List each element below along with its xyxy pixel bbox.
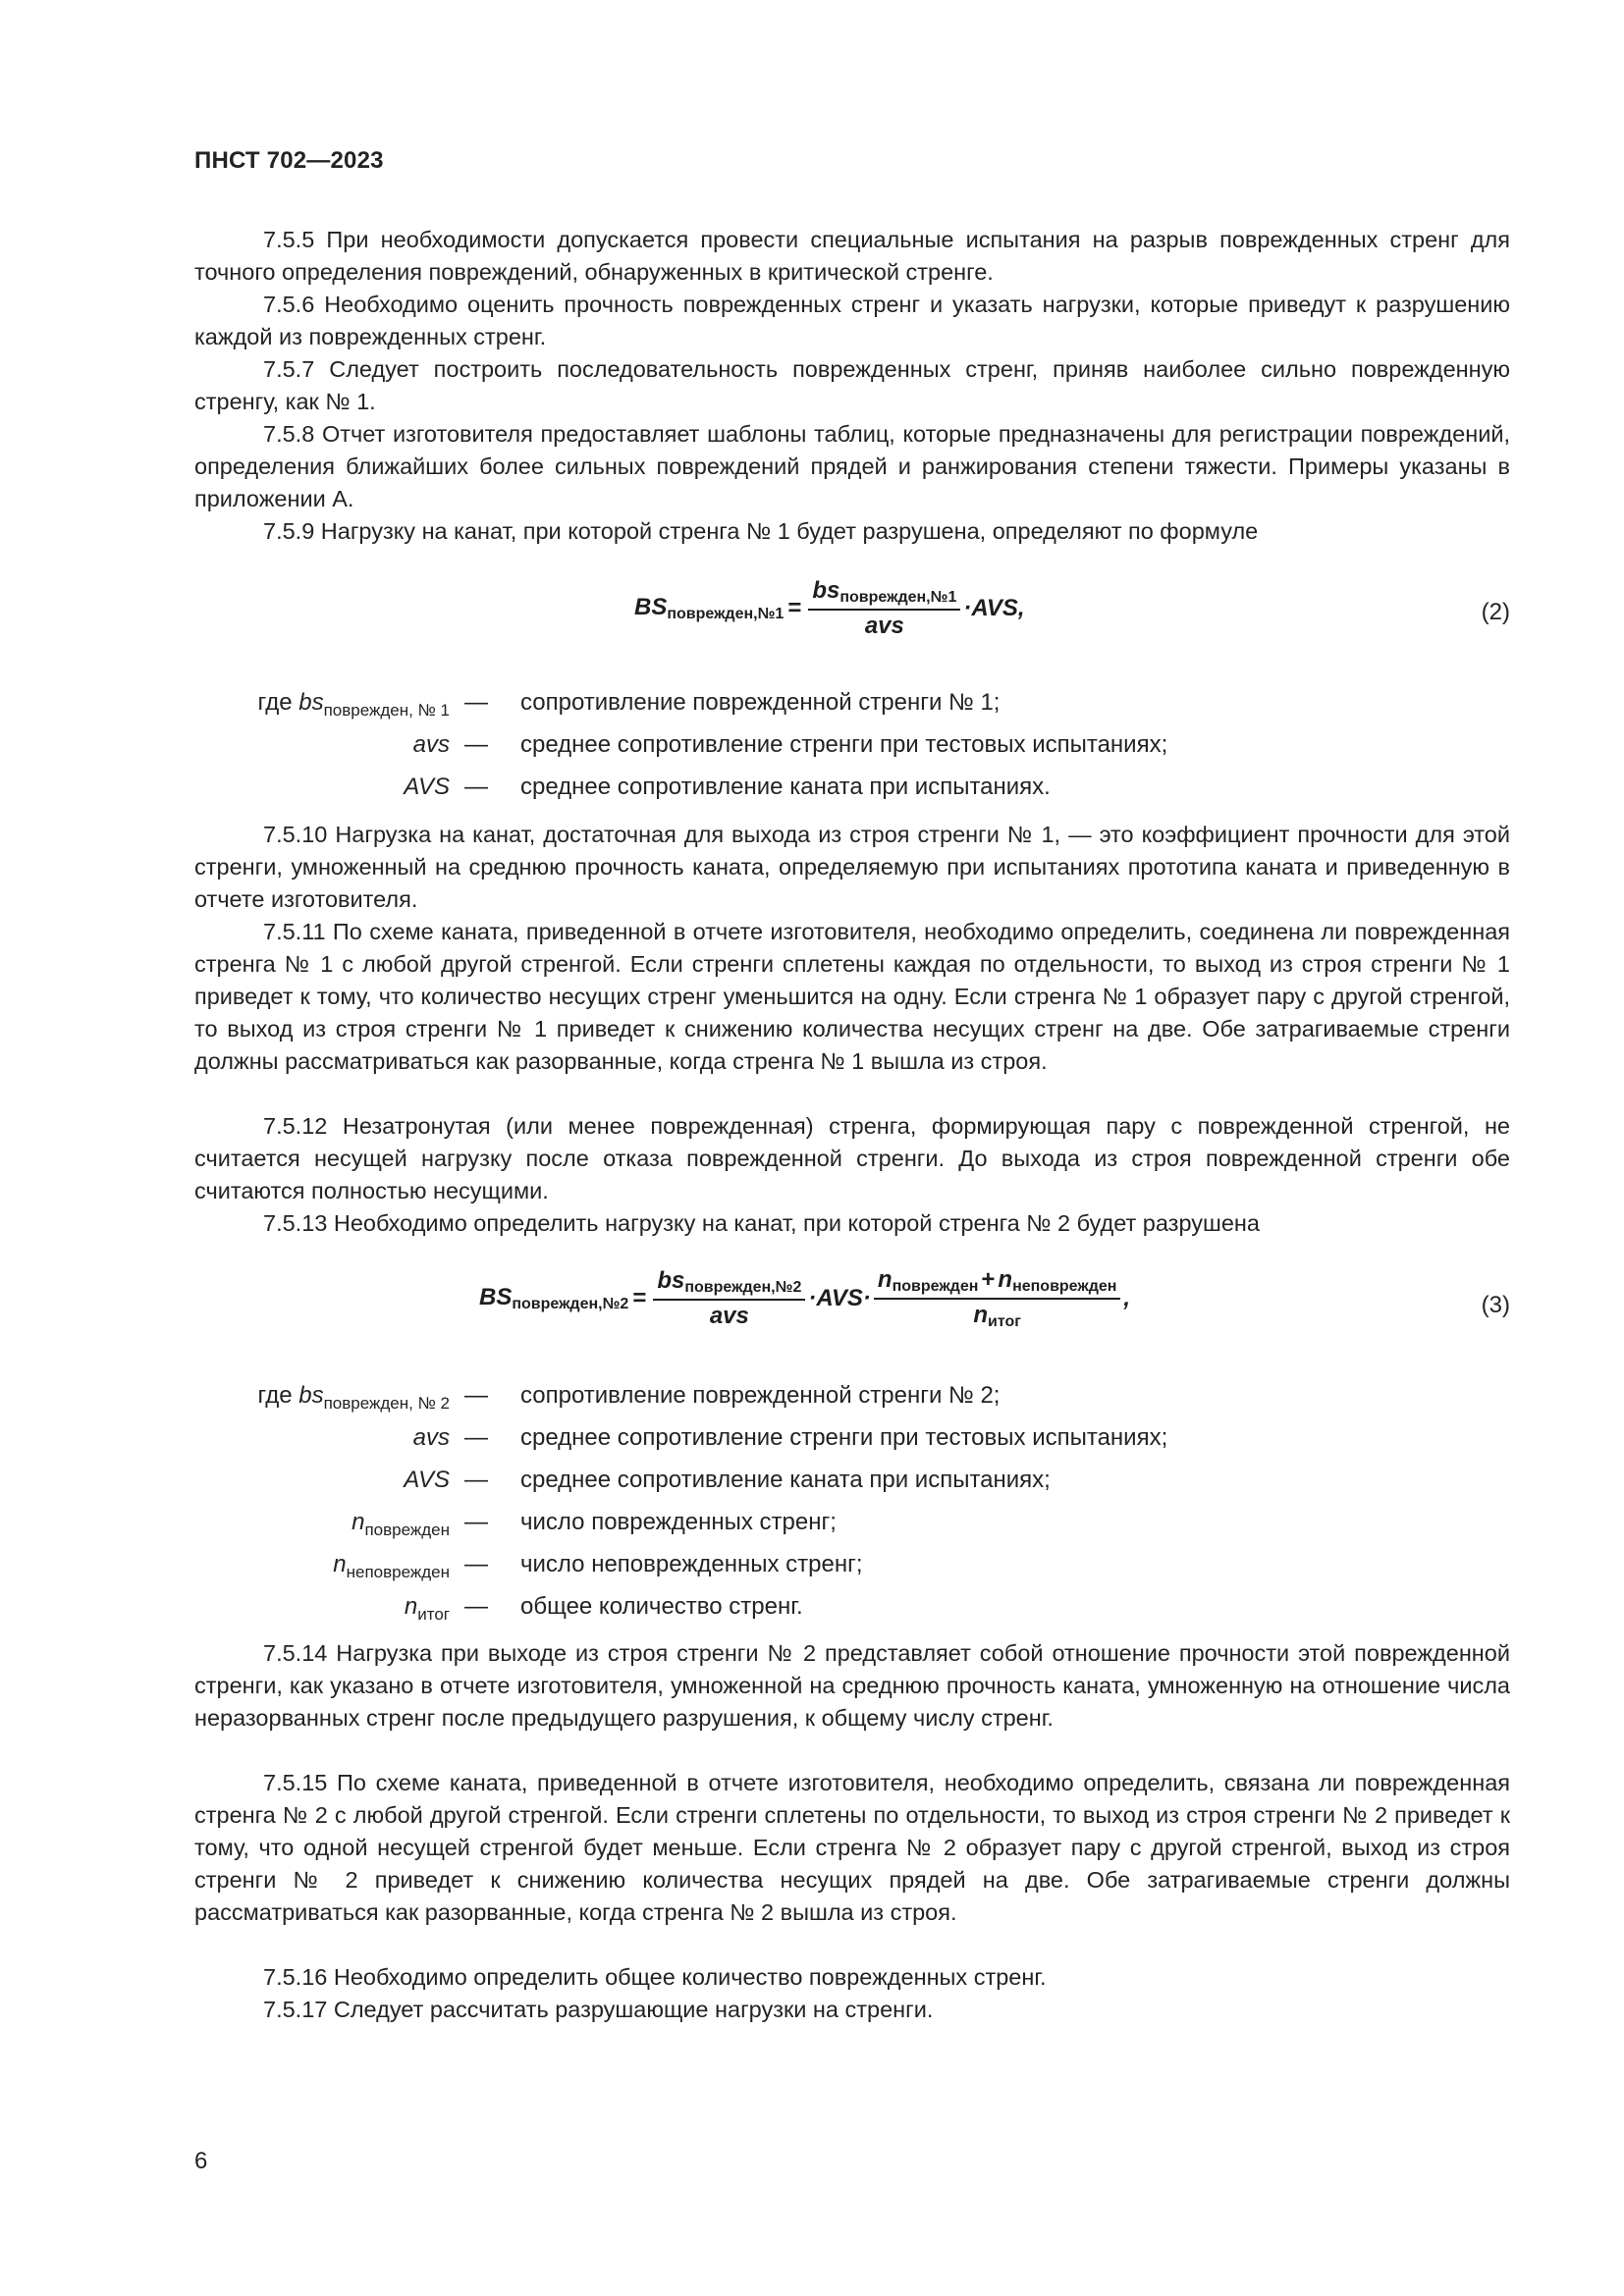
formula-2-tail: ·AVS, bbox=[963, 595, 1025, 621]
where-2-row-2: avs — среднее сопротивление стренги при тестовых испытаниях; bbox=[412, 1424, 1168, 1451]
paragraph-7-5-16: 7.5.16 Необходимо определить общее количество поврежденных стренг. bbox=[263, 1964, 1047, 1990]
paragraph-7-5-7: 7.5.7 Следует построить последовательность поврежденных стренг, приняв наиболее сильно поврежденную стренгу, как № 1. bbox=[194, 356, 1510, 414]
paragraph-7-5-15: 7.5.15 По схеме каната, приведенной в отчете изготовителя, необходимо определить, связана ли поврежденная стренга № 2 с любой другой стренгой. Если стренги сплетены по отдельности, то выход из строя стренги № 2 приведет к тому, что одной несущей стренгой будет меньше. Если стренга № 2 образует пару с другой стренгой, выход из строя стренги № 2 приведет к снижению количества несущих прядей на две. Обе затрагиваемые стренги должны рассматриваться как разорванные, когда стренга № 2 вышла из строя. bbox=[194, 1770, 1510, 1925]
where-1-row-2: avs — среднее сопротивление стренги при тестовых испытаниях; bbox=[412, 731, 1168, 758]
where-2-row-5: $n_{неповрежден}$ — число неповрежденных стренг; bbox=[333, 1551, 863, 1581]
paragraph-7-5-10: 7.5.10 Нагрузка на канат, достаточная для выхода из строя стренги № 1, — это коэффициент прочности для этой стренги, умноженный на среднюю прочность каната, определяемую при испытаниях прототипа каната и приведенную в отчете изготовителя. bbox=[194, 822, 1510, 912]
formula-3: $BS_{поврежден,№2}$ = $\frac{bs_{поврежден,№2}}{\text{avs}}$ ·AVS· $\frac{n_{поврежден} + n_{неповрежден}}{n_{итог}}$ , bbox=[479, 1266, 1131, 1330]
formula-3-number: (3) bbox=[1481, 1292, 1510, 1318]
formula-3-fraction-1: $\frac{bs_{поврежден,№2}}{\text{avs}}$ bbox=[653, 1267, 805, 1330]
where-2-row-3: AVS — среднее сопротивление каната при испытаниях; bbox=[404, 1467, 1051, 1493]
formula-3-tail: , bbox=[1123, 1285, 1131, 1311]
formula-2-number: (2) bbox=[1481, 599, 1510, 625]
paragraph-7-5-13: 7.5.13 Необходимо определить нагрузку на канат, при которой стренга № 2 будет разрушена bbox=[263, 1210, 1260, 1236]
page-number: 6 bbox=[194, 2148, 208, 2174]
paragraph-7-5-6: 7.5.6 Необходимо оценить прочность поврежденных стренг и указать нагрузки, которые приведут к разрушению каждой из поврежденных стренг. bbox=[194, 292, 1510, 349]
where-2-row-4: $n_{поврежден}$ — число поврежденных стренг; bbox=[352, 1509, 837, 1539]
where-1-row-3: AVS — среднее сопротивление каната при испытаниях. bbox=[404, 774, 1051, 800]
formula-3-mid: ·AVS· bbox=[808, 1285, 871, 1311]
where-2-row-1: где $bs_{поврежден, № 2}$ — сопротивление поврежденной стренги № 2; bbox=[257, 1382, 1001, 1413]
where-1-row-1: где $bs_{поврежден, № 1}$ — сопротивление поврежденной стренги № 1; bbox=[257, 689, 1001, 720]
paragraph-7-5-5: 7.5.5 При необходимости допускается провести специальные испытания на разрыв поврежденных стренг для точного определения повреждений, обнаруженных в критической стренге. bbox=[194, 227, 1510, 285]
paragraph-7-5-17: 7.5.17 Следует рассчитать разрушающие нагрузки на стренги. bbox=[263, 1997, 934, 2022]
formula-2: $BS_{поврежден,№1}$ = $\frac{bs_{поврежден,№1}}{\text{avs}}$ ·AVS, bbox=[634, 577, 1025, 639]
paragraph-7-5-12: 7.5.12 Незатронутая (или менее поврежденная) стренга, формирующая пару с поврежденной стренгой, не считается несущей нагрузку после отказа поврежденной стренги. До выхода из строя поврежденной стренги обе считаются полностью несущими. bbox=[194, 1113, 1510, 1203]
formula-3-fraction-2: $\frac{n_{поврежден} + n_{неповрежден}}{n_{итог}}$ bbox=[874, 1266, 1121, 1331]
where-2-row-6: $n_{итог}$ — общее количество стренг. bbox=[404, 1593, 803, 1624]
paragraph-7-5-8: 7.5.8 Отчет изготовителя предоставляет шаблоны таблиц, которые предназначены для регистрации повреждений, определения ближайших более сильных повреждений прядей и ранжирования степени тяжести. Примеры указаны в приложении А. bbox=[194, 421, 1510, 511]
formula-2-fraction: $\frac{bs_{поврежден,№1}}{\text{avs}}$ bbox=[808, 577, 960, 640]
formula-3-lhs: $BS_{поврежден,№2}$ bbox=[479, 1284, 629, 1312]
paragraph-7-5-14: 7.5.14 Нагрузка при выходе из строя стренги № 2 представляет собой отношение прочности этой поврежденной стренги, как указано в отчете изготовителя, умноженной на среднюю прочность каната, умноженную на отношение числа неразорванных стренг после предыдущего разрушения, к общему числу стренг. bbox=[194, 1640, 1510, 1731]
document-code-header: ПНСТ 702—2023 bbox=[194, 147, 384, 174]
formula-2-lhs: $BS_{поврежден,№1}$ bbox=[634, 594, 785, 622]
paragraph-7-5-9: 7.5.9 Нагрузку на канат, при которой стренга № 1 будет разрушена, определяют по формуле bbox=[263, 518, 1259, 544]
paragraph-7-5-11: 7.5.11 По схеме каната, приведенной в отчете изготовителя, необходимо определить, соединена ли поврежденная стренга № 1 с любой другой стренгой. Если стренги сплетены каждая по отдельности, то выход из строя стренги № 1 приведет к тому, что количество несущих стренг уменьшится на одну. Если стренга № 1 образует пару с другой стренгой, то выход из строя стренги № 1 приведет к снижению количества несущих стренг на две. Обе затрагиваемые стренги должны рассматриваться как разорванные, когда стренга № 1 вышла из строя. bbox=[194, 919, 1510, 1074]
